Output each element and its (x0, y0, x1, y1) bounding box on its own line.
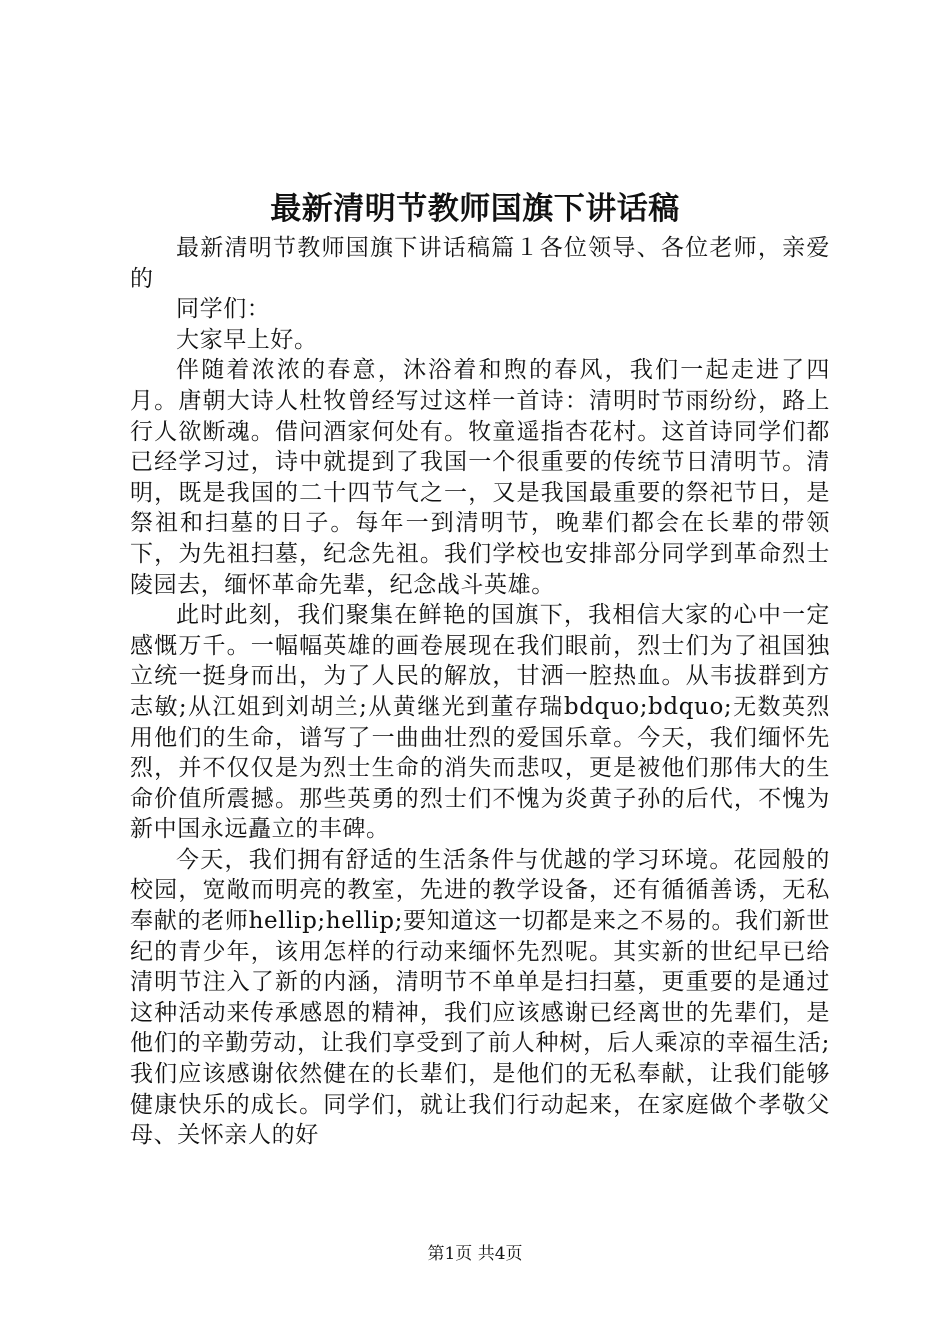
paragraph-spring-intro: 伴随着浓浓的春意，沐浴着和煦的春风，我们一起走进了四月。唐朝大诗人杜牧曾经写过这样一首诗：清明时节雨纷纷，路上行人欲断魂。借问酒家何处有。牧童遥指杏花村。这首诗同学们都已经学习过，诗中就提到了我国一个很重要的传统节日清明节。清明，既是我国的二十四节气之一，又是我国最重要的祭祀节日，是祭祖和扫墓的日子。每年一到清明节，晚辈们都会在长辈的带领下，为先祖扫墓，纪念先祖。我们学校也安排部分同学到革命烈士陵园去，缅怀革命先辈，纪念战斗英雄。 (130, 357, 830, 598)
paragraph-today: 今天，我们拥有舒适的生活条件与优越的学习环境。花园般的校园，宽敞而明亮的教室，先进的教学设备，还有循循善诱，无私奉献的老师hellip;hellip;要知道这一切都是来之不易的。我们新世纪的青少年，该用怎样的行动来缅怀先烈呢。其实新的世纪早已给清明节注入了新的内涵，清明节不单单是扫扫墓，更重要的是通过这种活动来传承感恩的精神，我们应该感谢已经离世的先辈们，是他们的辛勤劳动，让我们享受到了前人种树，后人乘凉的幸福生活;我们应该感谢依然健在的长辈们，是他们的无私奉献，让我们能够健康快乐的成长。同学们，就让我们行动起来，在家庭做个孝敬父母、关怀亲人的好 (130, 846, 830, 1149)
document-body (130, 233, 830, 1151)
paragraph-martyrs: 此时此刻，我们聚集在鲜艳的国旗下，我相信大家的心中一定感慨万千。一幅幅英雄的画卷展现在我们眼前，烈士们为了祖国独立统一挺身而出，为了人民的解放，甘洒一腔热血。从韦拔群到方志敏;从江姐到刘胡兰;从黄继光到董存瑞bdquo;bdquo;无数英烈用他们的生命，谱写了一曲曲壮烈的爱国乐章。今天，我们缅怀先烈，并不仅仅是为烈士生命的消失而悲叹，更是被他们那伟大的生命价值所震撼。那些英勇的烈士们不愧为炎黄子孙的后代，不愧为新中国永远矗立的丰碑。 (130, 602, 830, 843)
paragraph-greeting: 最新清明节教师国旗下讲话稿篇１各位领导、各位老师，亲爱的 (130, 235, 830, 292)
paragraph-classmates: 同学们： (176, 296, 271, 323)
paragraph-good-morning: 大家早上好。 (176, 326, 318, 353)
document-title: 最新清明节教师国旗下讲话稿 (270, 191, 680, 227)
page-number-footer: 第1页 共4页 (427, 1244, 523, 1264)
